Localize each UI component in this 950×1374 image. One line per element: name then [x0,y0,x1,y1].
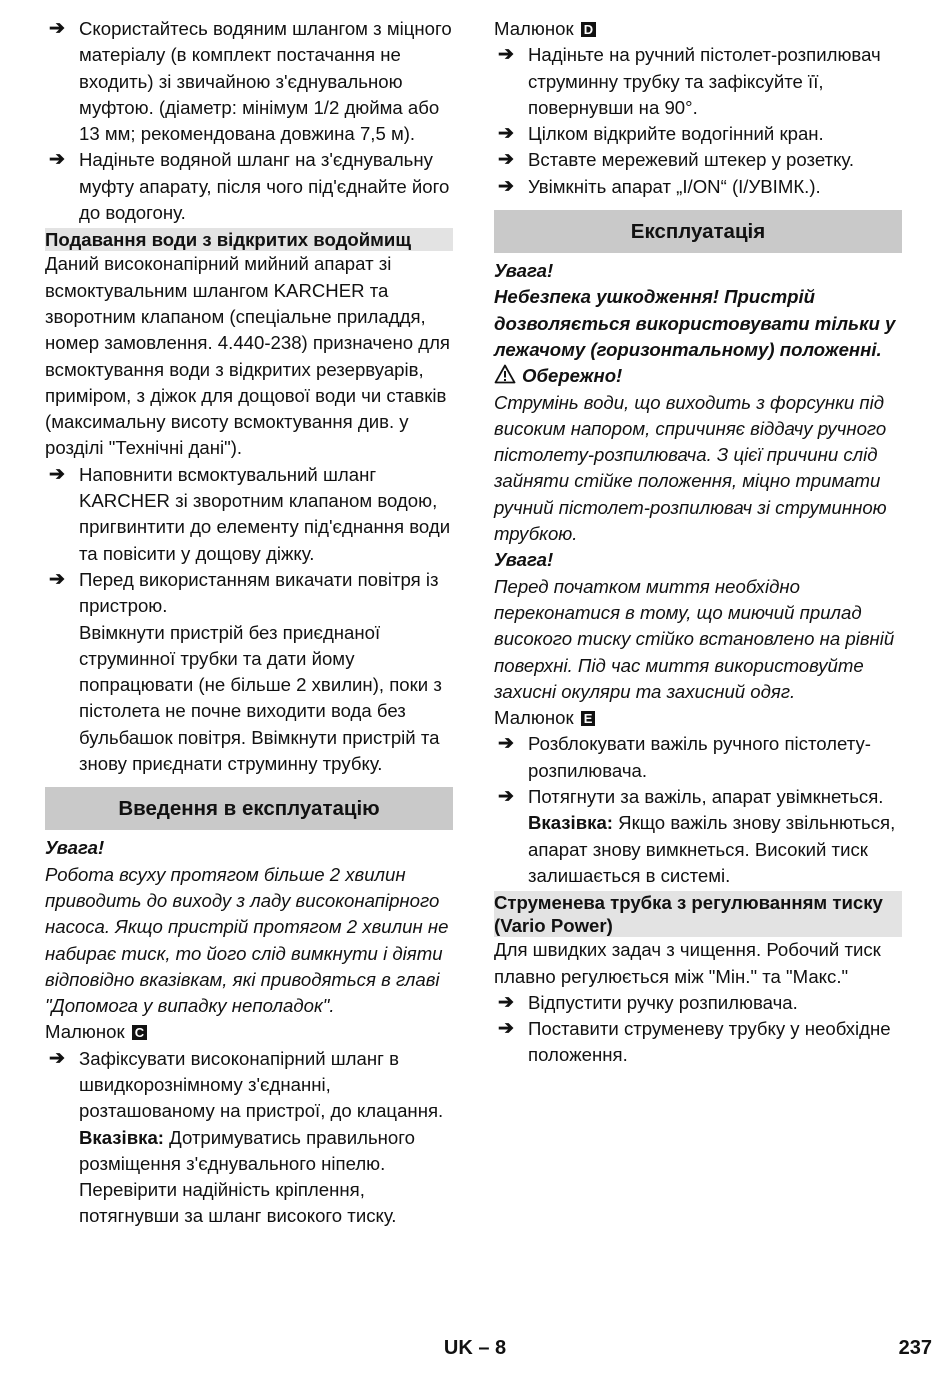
paragraph-vario-power: Для швидких задач з чищення. Робочий тиск плавно регулюється між "Мін." та "Макс." [494,939,881,987]
list-item [494,174,902,200]
list-item [45,567,453,620]
caution-label: Обережно! [522,365,623,387]
figure-d-icon: D [581,22,596,37]
warning-heading: Увага! [494,260,554,282]
warning-heading: Увага! [494,549,554,571]
figure-label: Малюнок [494,18,574,39]
list-item-text: Надіньте водяной шланг на з'єднувальну муфту апарату, після чого під'єднайте його до водогону. [79,149,450,224]
arrow-right-icon: ➔ [498,1018,514,1040]
list-item-text: Поставити струменеву трубку у необхідне положення. [528,1018,891,1066]
list-item-text: Надіньте на ручний пістолет-розпилювач струминну трубку та зафіксуйте її, повернувши на 90°. [528,44,881,118]
figure-e-icon: E [581,711,596,726]
paragraph-open-water: Даний високонапірний мийний апарат зі всмоктувальним шлангом KARCHER та зворотним клапаном (спеціальне приладдя, номер замовлення. 4.440-238) призначено для всмоктування води з відкритих резервуарів, приміром, з діжок для дощової води чи ставків (максимальну висоту всмоктування див. у розділі "Технічні дані"). [45,253,451,459]
list-item-text: Наповнити всмоктувальний шланг KARCHER зі зворотним клапаном водою, пригвинтити до елементу під'єднання води та повісити у дощову діжку. [79,463,451,564]
list-item [45,462,453,567]
list-item-text: Перед використанням викачати повітря із пристрою. [79,568,439,617]
caution-text: Струмінь води, що виходить з форсунки під високим напором, спричиняє віддачу ручного пістолету-розпилювача. З цієї причини слід зайняти стійке положення, міцно тримати ручний пістолет-розпилювач зі струминною трубкою. [494,391,887,545]
page-number: 237 [898,1337,932,1359]
arrow-right-icon: ➔ [49,149,65,171]
note-label: Вказівка: [79,1126,164,1148]
list-item-text: Розблокувати важіль ручного пістолету-розпилювача. [528,733,871,781]
list-item [494,784,902,810]
warning-text: Перед початком миття необхідно переконатися в тому, що миючий прилад високого тиску стійко встановлено на рівній поверхні. Під час миття використовуйте захисні окуляри та захисний одяг. [494,575,895,702]
figure-label: Малюнок [45,1021,125,1043]
warning-text: Небезпека ушкодження! Пристрій дозволяється використовувати тільки у лежачому (горизонтальному) положенні. [494,286,896,360]
figure-c-icon: C [132,1025,147,1040]
figure-reference [494,705,902,731]
figure-reference [45,1019,453,1045]
arrow-right-icon: ➔ [49,18,65,39]
section-heading-commissioning: Введення в експлуатацію [45,787,453,830]
arrow-right-icon: ➔ [49,1047,65,1069]
left-column [45,16,453,1230]
arrow-right-icon: ➔ [49,463,65,485]
arrow-right-icon: ➔ [498,175,514,197]
arrow-right-icon: ➔ [498,786,514,808]
list-item-text: Вставте мережевий штекер у розетку. [528,149,855,171]
caution-heading [494,363,902,389]
right-column [494,16,902,1069]
list-item-continuation: Ввімкнути пристрій без приєднаної струминної трубки та дати йому попрацювати (не більше 2 хвилин), поки з пістолета не почне виходити вода без бульбашок повітря. Ввімкнути пристрій та знову приєднати струминну трубку. [79,621,442,775]
figure-reference [494,16,902,42]
arrow-right-icon: ➔ [498,44,514,66]
note-text: Дотримуватись правильного розміщення з'єднувального ніпелю. Перевірити надійність кріплення, потягнувши за шланг високого тиску. [79,1126,415,1227]
list-item [45,147,453,226]
list-item-text: Відпустити ручку розпилювача. [528,991,798,1013]
section-heading-operation: Експлуатація [494,210,902,253]
list-item [45,16,453,147]
note-label: Вказівка: [528,812,613,834]
arrow-right-icon: ➔ [49,568,65,590]
note [45,1125,453,1230]
arrow-right-icon: ➔ [498,149,514,171]
list-item-text: Увімкніть апарат „I/ON“ (I/УВІМК.). [528,175,821,197]
list-item [494,147,902,173]
arrow-right-icon: ➔ [498,733,514,755]
list-item [494,990,902,1016]
footer-section-label: UK – 8 [443,1337,507,1359]
list-item [494,1016,902,1069]
list-item [45,1046,453,1125]
note-text: Якщо важіль знову звільнються, апарат знову вимкнеться. Високий тиск залишається в системі. [528,812,896,886]
figure-label: Малюнок [494,707,574,729]
list-item-text: Зафіксувати високонапірний шланг в швидкорознімному з'єднанні, розташованому на пристрої, до клацання. [79,1047,444,1122]
list-item [494,42,902,121]
arrow-right-icon: ➔ [498,123,514,145]
warning-text: Робота всуху протягом більше 2 хвилин приводить до виходу з ладу високонапірного насоса. Якщо пристрій протягом 2 хвилин не набирає тиск, то його слід вимкнути і діяти відповідно вказівкам, які приводяться в главі "Допомога у випадку неполадок". [45,863,449,1017]
list-item-text: Цілком відкрийте водогінний кран. [528,123,824,145]
warning-heading: Увага! [45,837,105,859]
list-item [494,731,902,784]
list-item-text: Скористайтесь водяним шлангом з міцного матеріалу (в комплект постачання не входить) зі звичайною з'єднувальною муфтою. (діаметр: мінімум 1/2 дюйма або 13 мм; рекомендована довжина 7,5 м). [79,18,452,145]
list-item-text: Потягнути за важіль, апарат увімкнеться. [528,786,884,808]
subheading-vario-power: Струменева трубка з регулюванням тиску (Vario Power) [494,891,902,937]
subheading-open-water: Подавання води з відкритих водоймищ [45,228,453,251]
list-item [494,121,902,147]
note [494,810,902,889]
warning-triangle-icon [494,364,516,384]
arrow-right-icon: ➔ [498,991,514,1013]
